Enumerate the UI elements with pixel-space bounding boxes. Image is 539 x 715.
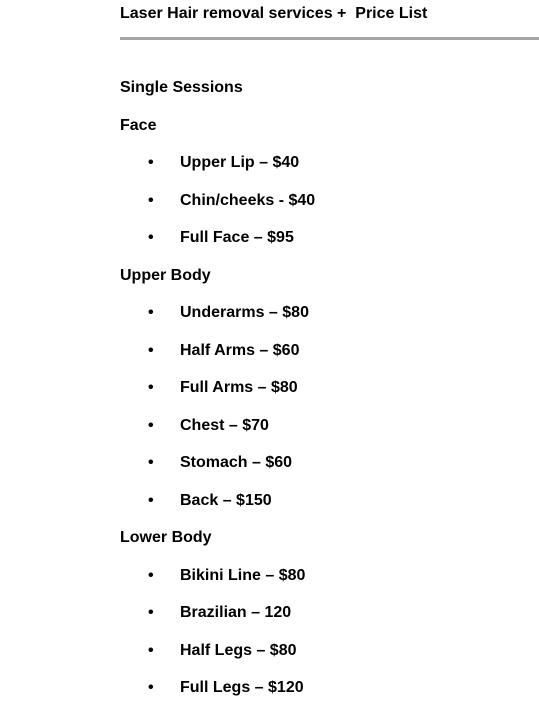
- page-title: Laser Hair removal services + Price List: [120, 5, 428, 22]
- price-item-text: Underarms – $80: [180, 304, 309, 321]
- price-item-text: Half Arms – $60: [180, 341, 300, 359]
- price-list: [0, 77, 539, 715]
- list-item: [0, 227, 539, 265]
- price-item-text: Back – $150: [180, 491, 272, 509]
- price-item-text: Brazilian – 120: [180, 604, 292, 621]
- bullet-icon: •: [148, 341, 154, 359]
- list-item: [0, 340, 539, 378]
- price-item-text: Full Arms – $80: [180, 379, 298, 396]
- bullet-icon: •: [148, 454, 154, 471]
- section-heading-face: Face: [120, 116, 157, 134]
- list-item: [0, 152, 539, 190]
- single-sessions-heading: Single Sessions: [120, 79, 243, 96]
- list-item: [0, 490, 539, 528]
- list-item: [0, 602, 539, 640]
- bullet-icon: •: [148, 566, 154, 584]
- section-heading-lower-body: Lower Body: [120, 529, 212, 546]
- list-item: [0, 190, 539, 228]
- bullet-icon: •: [148, 679, 154, 696]
- price-item-text: Chin/cheeks - $40: [180, 191, 316, 209]
- bullet-icon: •: [148, 604, 154, 621]
- title-divider: [120, 37, 539, 40]
- price-item-text: Half Legs – $80: [180, 641, 297, 659]
- bullet-icon: •: [148, 641, 154, 659]
- price-item-text: Full Legs – $120: [180, 679, 304, 696]
- price-item-text: Full Face – $95: [180, 229, 294, 246]
- list-item: [0, 415, 539, 453]
- bullet-icon: •: [148, 379, 154, 396]
- bullet-icon: •: [148, 304, 154, 321]
- price-item-text: Bikini Line – $80: [180, 566, 306, 584]
- list-item: [0, 640, 539, 678]
- bullet-icon: •: [148, 154, 154, 171]
- list-item: [0, 677, 539, 715]
- bullet-icon: •: [148, 229, 154, 246]
- list-item: [0, 377, 539, 415]
- list-item: [0, 452, 539, 490]
- list-item: [0, 565, 539, 603]
- price-item-text: Stomach – $60: [180, 454, 293, 471]
- bullet-icon: •: [148, 416, 154, 434]
- bullet-icon: •: [148, 191, 154, 209]
- section-heading-upper-body: Upper Body: [120, 266, 211, 284]
- price-item-text: Chest – $70: [180, 416, 269, 434]
- bullet-icon: •: [148, 491, 154, 509]
- price-item-text: Upper Lip – $40: [180, 154, 300, 171]
- list-item: [0, 302, 539, 340]
